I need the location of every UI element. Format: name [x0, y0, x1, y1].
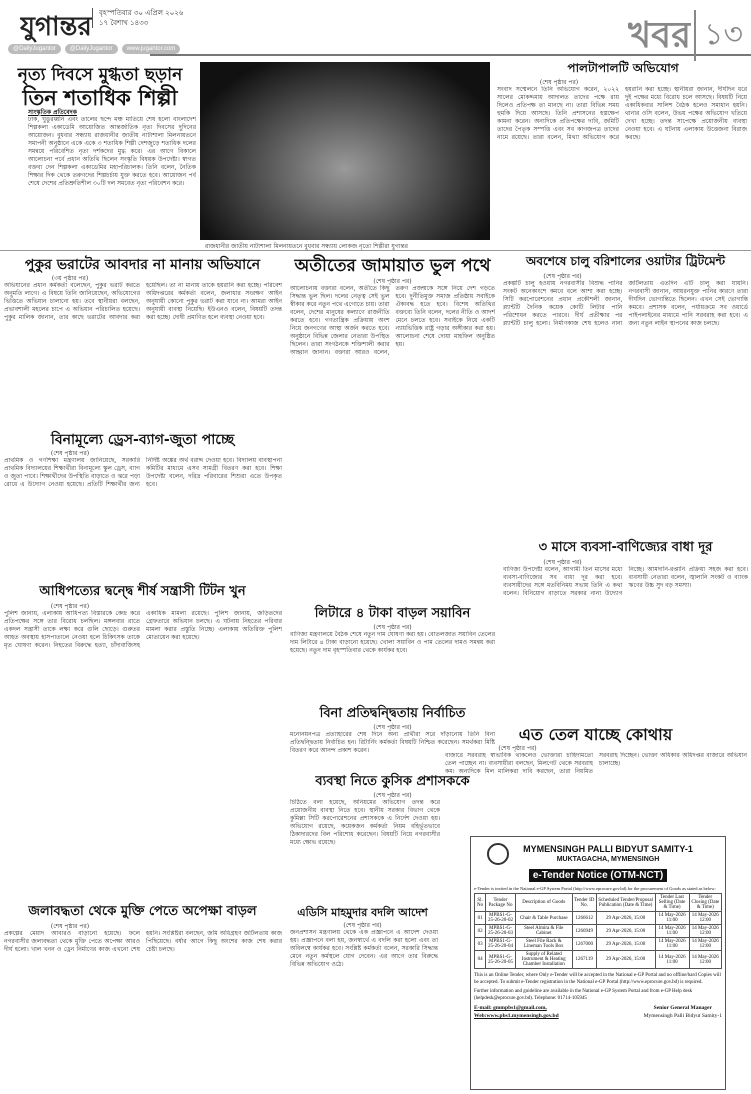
table-cell: 02: [475, 925, 486, 938]
article-body-unopposed: মনোনয়নপত্র প্রত্যাহারের শেষ দিনে অন্য প্রার্থীরা সরে দাঁড়ানোয় তিনি বিনা প্রতিদ্বন্দ্বিতায় নির্বাচিত হন। রিটার্নিং কর্মকর্তা বিষয়টি নিশ্চিত করেছেন। সমর্থকরা মিষ্টি বিতরণ করে আনন্দ প্রকাশ করেন।: [290, 731, 495, 754]
article-body-dress: প্রাথমিক ও গণশিক্ষা মন্ত্রণালয় জানিয়েছে, সরকারি প্রাথমিক বিদ্যালয়ের শিক্ষার্থীরা বিনামূল্যে স্কুল ড্রেস, ব্যাগ ও জুতা পাবে। শিক্ষার্থীদের উপস্থিতি বাড়াতে ও ঝরে পড়া রোধে এ উদ্যোগ নেওয়া হয়েছে। প্রতিটি শিক্ষার্থীর জন্য নির্দিষ্ট অঙ্কের অর্থ বরাদ্দ দেওয়া হবে। বিদ্যালয় ব্যবস্থাপনা কমিটির মাধ্যমে এসব সামগ্রী বিতরণ করা হবে। শিক্ষা উপদেষ্টা বলেন, দরিদ্র পরিবারের শিশুরা এতে উপকৃত হবে।: [4, 457, 282, 488]
headline-waterlog: জলাবদ্ধতা থেকে মুক্তি পেতে অপেক্ষা বাড়ল: [28, 904, 257, 919]
tender-notice-ad: [470, 836, 726, 1090]
table-cell: Chair & Table Purchase: [515, 912, 572, 925]
article-body-water: প্রকল্পটি চালু হওয়ায় নগরবাসীর বিশুদ্ধ পানির সংকট অনেকাংশে কমবে বলে আশা করা হচ্ছে। সিটি করপোরেশনের প্রধান প্রকৌশলী জানান, প্ল্যান্টটি দৈনিক কয়েক কোটি লিটার পানি পরিশোধন করতে পারবে। দীর্ঘ প্রতীক্ষার পর প্ল্যান্টটি চালু হলো। নির্মাণকাজ শেষ হলেও নানা জটিলতায় এতদিন এটি চালু করা যায়নি। নগরবাসী জানান, আয়রনযুক্ত পানির কারণে তারা দীর্ঘদিন ভোগান্তিতে ছিলেন। এখন সেই ভোগান্তি কমবে। প্রশাসক বলেন, পর্যায়ক্রমে সব ওয়ার্ডে পাইপলাইনের মাধ্যমে পানি সরবরাহ করা হবে। এ জন্য নতুন লাইন স্থাপনের কাজ চলছে।: [503, 280, 748, 327]
column-header: Tender Package No: [486, 894, 516, 912]
article-body-soybean: বাণিজ্য মন্ত্রণালয়ে বৈঠক শেষে নতুন দাম ঘোষণা করা হয়। বোতলজাত সয়াবিন তেলের দাম লিটারে ৪ টাকা বাড়ানো হয়েছে। খোলা সয়াবিন ও পাম তেলের দামও সমন্বয় করা হয়েছে। নতুন দাম বৃহস্পতিবার থেকে কার্যকর হবে।: [290, 631, 495, 654]
continued-label: (শেষ পৃষ্ঠার পর): [539, 79, 579, 86]
continued-label: (শেষ পৃষ্ঠার পর): [543, 559, 582, 566]
column-header: Tender Last Selling (Date & Time): [655, 894, 689, 912]
column-header: Description of Goods: [515, 894, 572, 912]
table-cell: 29 Apr-2026, 15:00: [596, 912, 655, 925]
column-header: Scheduled Tender/Proposal Publication (Date & Time): [596, 894, 655, 912]
table-cell: Steel File Rack & Lineman Tools Box: [515, 938, 572, 951]
table-cell: 1266949: [572, 925, 596, 938]
continued-label: (শেষ পৃষ্ঠার পর): [498, 745, 537, 752]
website-link[interactable]: www.jugantor.com: [122, 44, 181, 54]
table-cell: MPBS1-G-25-26-20-02: [486, 912, 516, 925]
tender-location: MUKTAGACHA, MYMENSINGH: [556, 856, 660, 863]
continued-label: (শেষ পৃষ্ঠার পর): [373, 624, 412, 631]
table-cell: 01: [475, 912, 486, 925]
page-number: ১৩: [694, 10, 743, 61]
article-body-dance: ঢাক, ঘুঙুরধ্বনি এবং তালের ছন্দে মঞ্চ মাতিয়ে শেষ হলো বাংলাদেশ শিল্পকলা একাডেমি আয়োজিত আন্তর্জাতিক নৃত্য দিবসের দুদিনের আয়োজন। বুধবার সন্ধ্যায় রাজধানীর জাতীয় নাট্যশালা মিলনায়তনে সমাপনী অনুষ্ঠানে একে একে ৩ শতাধিক শিল্পী দেশজুড়ে শতাধিক দলের সমন্বয়ে পরিবেশিত নৃত্য দর্শকদের মুগ্ধ করে। এর আগে বিকালে আলোচনা পর্বে প্রধান অতিথি ছিলেন সংস্কৃতি বিষয়ক উপদেষ্টা। স্বাগত বক্তব্য দেন শিল্পকলা একাডেমির মহাপরিচালক। তিনি বলেন, নৈতিক শিক্ষার দিক থেকে তরুণদের শিল্পচর্চায় যুক্ত করতে হবে। আয়োজন পর্ব শেষে দেশের প্রতিশ্রুতিশীল ৩০টি দল সমবেত নৃত্য পরিবেশন করে।: [28, 116, 196, 187]
headline-water: অবশেষে চালু বরিশালের ওয়াটার ট্রিটমেন্ট: [525, 254, 726, 268]
article-body-jamaat: আলোচনায় বক্তারা বলেন, অতীতে কিছু সিদ্ধান্ত ভুল ছিল। দলের নেতৃত্ব সেই ভুল স্বীকার করে নতুন পথে এগোতে চায়। তারা বলেন, দেশের মানুষের কল্যাণে রাজনীতি করতে হবে। গণতান্ত্রিক প্রক্রিয়ায় অংশ নিয়ে জনগণের আস্থা অর্জন করতে হবে। অনুষ্ঠানে বিভিন্ন জেলার নেতারা উপস্থিত ছিলেন। তারা সংগঠনকে শক্তিশালী করার আহ্বান জানান। বক্তারা আরও বলেন, তরুণ প্রজন্মকে সঙ্গে নিয়ে দেশ গড়তে হবে। দুর্নীতিমুক্ত সমাজ প্রতিষ্ঠায় সবাইকে ঐক্যবদ্ধ হতে হবে। বিশেষ অতিথির বক্তব্যে তিনি বলেন, দলের নীতি ও আদর্শ মেনে চলতে হবে। সবাইকে নিয়ে একটি ন্যায়ভিত্তিক রাষ্ট্র গড়ার অঙ্গীকার করা হয়। আলোচনা শেষে দোয়া মাহফিল অনুষ্ঠিত হয়।: [290, 285, 495, 356]
table-cell: MPBS1-G-25-26-20-04: [486, 938, 516, 951]
date-line: [92, 8, 183, 28]
dance-photo: [200, 62, 490, 240]
date-bangla: ১৭ বৈশাখ ১৪৩৩: [99, 19, 149, 27]
headline-pond: পুকুর ভরাটের আবদার না মানায় অভিযানে: [24, 257, 261, 273]
table-cell: 14 May-2026 11:00: [655, 951, 689, 969]
headline-dance-1: নৃত্য দিবসে মুগ্ধতা ছড়ান: [17, 65, 183, 85]
newspaper-logo: যুগান্তর: [20, 12, 92, 42]
table-cell: 04: [475, 951, 486, 969]
signer-org: Mymensingh Palli Bidyut Samity-1: [643, 1013, 722, 1019]
tender-note-helpdesk: Further information and guideline are available in the National e-GP System Portal and from e-GP Help desk (helpdesk@eprocure.gov.bd). Telephone: 01714-105945: [474, 989, 693, 1001]
table-cell: 1266612: [572, 912, 596, 925]
headline-dress: বিনামূল্যে ড্রেস-ব্যাগ-জুতা পাচ্ছে: [50, 432, 235, 448]
article-body-pond: অভিযানের প্রধান কর্মকর্তা বলেছেন, পুকুর ভরাট করতে অনুমতি লাগে। এ বিষয়ে তিনি জানিয়েছেন, অভিযোগের ভিত্তিতে অভিযান চালানো হয়। তবে স্থানীয়রা বলছেন, প্রভাবশালী মহলের চাপে এ অভিযান পরিচালিত হয়েছে। পুকুর মালিক জানান, তার কাছে ভরাটের আবদার করা হয়েছিল। তা না মানায় তাকে হয়রানি করা হচ্ছে। পরিবেশ অধিদপ্তরের কর্মকর্তা বলেন, জলাধার সংরক্ষণ আইন অনুযায়ী কোনো পুকুর ভরাট করা যাবে না। আমরা আইন অনুযায়ী ব্যবস্থা নিয়েছি। ইউএনও বলেন, বিষয়টি তদন্ত করা হচ্ছে। দোষী প্রমাণিত হলে ব্যবস্থা নেওয়া হবে।: [4, 282, 282, 321]
table-cell: 14 May-2026 12:00: [689, 951, 721, 969]
table-cell: Steel Almira & File Cabinet: [515, 925, 572, 938]
photo-caption: রাজধানীর জাতীয় নাট্যশালা মিলনায়তনে বুধবার সন্ধ্যায় লোকজ নৃত্যে শিল্পীরা যুগান্তর: [205, 243, 408, 250]
table-cell: 1267119: [572, 951, 596, 969]
table-row: [475, 951, 722, 969]
table-cell: 1267000: [572, 938, 596, 951]
date-english: বৃহস্পতিবার ৩০ এপ্রিল ২০২৬: [99, 9, 184, 17]
table-row: [475, 912, 722, 925]
twitter-link[interactable]: @DailyJugantor: [8, 44, 61, 54]
article-body-trade: বাণিজ্য উপদেষ্টা বলেন, আগামী তিন মাসের মধ্যে ব্যবসা-বাণিজ্যের সব বাধা দূর করা হবে। ব্যবসায়ীদের সঙ্গে মতবিনিময় সভায় তিনি এ কথা বলেন। বিনিয়োগ বাড়াতে সরকার নানা উদ্যোগ নিচ্ছে। আমদানি-রপ্তানি প্রক্রিয়া সহজ করা হবে। ব্যবসায়ী নেতারা বলেন, জ্বালানি সংকট ও ব্যাংক ঋণের উচ্চ সুদ বড় সমস্যা।: [503, 566, 748, 597]
continued-label: (শেষ পৃষ্ঠার পর): [373, 724, 412, 731]
table-cell: 29 Apr-2026, 15:00: [596, 938, 655, 951]
article-body-adc: জনপ্রশাসন মন্ত্রণালয় থেকে এক প্রজ্ঞাপনে এ আদেশ দেওয়া হয়। প্রজ্ঞাপনে বলা হয়, জনস্বার্থে এ বদলি করা হলো এবং তা অবিলম্বে কার্যকর হবে। সংশ্লিষ্ট কর্মকর্তা বলেন, সরকারি সিদ্ধান্ত মেনে নতুন কর্মস্থলে যোগ দেবেন। এর আগে তার বিরুদ্ধে বিভিন্ন অভিযোগ ওঠে।: [290, 929, 438, 968]
table-cell: 14 May-2026 12:00: [689, 938, 721, 951]
article-body-accusation: সংবাদ সম্মেলনে তিনি অভিযোগ করেন, ২০২২ সালের মোকদ্দমায় আদালত তাদের পক্ষে রায় দিলেও প্রতিপক্ষ তা মানছে না। তারা বিভিন্ন সময় হুমকি দিয়ে আসছে। তিনি প্রশাসনের হস্তক্ষেপ কামনা করেন। অন্যদিকে প্রতিপক্ষের দাবি, জমিটি তাদের পৈতৃক সম্পত্তি এবং সব কাগজপত্র তাদের নামে রয়েছে। তারা বলেন, মিথ্যা অভিযোগ করে হয়রানি করা হচ্ছে। স্থানীয়রা জানান, দীর্ঘদিন ধরে দুই পক্ষের মধ্যে বিরোধ চলে আসছে। বিষয়টি নিয়ে একাধিকবার সালিশ বৈঠক হলেও সমাধান হয়নি। থানার ওসি বলেন, উভয় পক্ষের অভিযোগ খতিয়ে দেখা হচ্ছে। তদন্ত সাপেক্ষে প্রয়োজনীয় ব্যবস্থা নেওয়া হবে। এ ঘটনায় এলাকায় উত্তেজনা বিরাজ করছে।: [497, 86, 747, 141]
table-cell: 29 Apr-2026, 15:00: [596, 951, 655, 969]
continued-label: (শেষ পৃষ্ঠার পর): [50, 923, 90, 930]
continued-label: (৩য় পৃষ্ঠার পর): [51, 275, 89, 282]
table-cell: MPBS1-G-25-26-20-03: [486, 925, 516, 938]
article-body-titon: পুলিশ জানায়, এলাকায় আধিপত্য বিস্তারকে কেন্দ্র করে প্রতিপক্ষের সঙ্গে তার বিরোধ চলছিল। মঙ্গলবার রাতে একদল সন্ত্রাসী তাকে লক্ষ্য করে গুলি ছোড়ে। গুরুতর আহত অবস্থায় হাসপাতালে নেওয়া হলে চিকিৎসক তাকে মৃত ঘোষণা করেন। নিহতের বিরুদ্ধে হত্যা, চাঁদাবাজিসহ একাধিক মামলা রয়েছে। পুলিশ জানায়, জড়িতদের গ্রেফতারে অভিযান চলছে। এ ঘটনায় নিহতের পরিবার মামলা করার প্রস্তুতি নিচ্ছে। এলাকায় অতিরিক্ত পুলিশ মোতায়েন করা হয়েছে।: [4, 610, 282, 649]
headline-oil: এত তেল যাচ্ছে কোথায়: [518, 725, 673, 744]
table-cell: 14 May-2026 11:00: [655, 912, 689, 925]
pbs-emblem-icon: [487, 843, 509, 865]
headline-soybean: লিটারে ৪ টাকা বাড়ল সয়াবিন: [314, 606, 471, 621]
continued-label: (শেষ পৃষ্ঠার পর): [343, 922, 382, 929]
tender-website[interactable]: Web:www.pbs1.mymensingh.gov.bd: [474, 1013, 559, 1019]
social-links: [8, 44, 180, 54]
table-row: [475, 938, 722, 951]
tender-org: MYMENSINGH PALLI BIDYUT SAMITY-1: [523, 844, 693, 854]
tender-table: [474, 893, 722, 969]
headline-adc: এডিসি মাহমুদার বদলি আদেশ: [297, 906, 428, 919]
signer-title: Senior General Manager: [653, 1005, 712, 1011]
column-header: Sl. No: [475, 894, 486, 912]
continued-label: (শেষ পৃষ্ঠার পর): [543, 273, 582, 280]
column-header: Tender Closing (Date & Time): [689, 894, 721, 912]
tender-email[interactable]: E-mail: gmmpbs1@gmail.com,: [474, 1005, 547, 1011]
table-cell: 14 May-2026 11:00: [655, 925, 689, 938]
section-title: খবর: [627, 15, 691, 56]
table-cell: 14 May-2026 12:00: [689, 925, 721, 938]
headline-trade: ৩ মাসে ব্যবসা-বাণিজ্যের বাধা দূর: [538, 540, 713, 555]
continued-label: (শেষ পৃষ্ঠার পর): [373, 792, 412, 799]
headline-kusik: ব্যবস্থা নিতে কুসিক প্রশাসককে: [315, 774, 470, 789]
headline-jamaat: অতীতের জামায়াত ভুল পথে: [294, 256, 491, 276]
article-body-waterlog: প্রকল্পের মেয়াদ আবারও বাড়ানো হয়েছে। ফলে নগরবাসীর জলাবদ্ধতা থেকে মুক্তি পেতে অপেক্ষা আরও দীর্ঘ হলো। খাল খনন ও ড্রেন নির্মাণের কাজ এখনো শেষ হয়নি। সংশ্লিষ্টরা বলছেন, জমি অধিগ্রহণ জটিলতায় কাজ পিছিয়েছে। বর্ষার আগে কিছু অংশের কাজ শেষ করার চেষ্টা চলছে।: [4, 930, 282, 953]
facebook-link[interactable]: @DailyJugantor: [65, 44, 118, 54]
table-cell: MPBS1-G-25-26-20-05: [486, 951, 516, 969]
tender-note-online: This is an Online Tender, where Only e-Tender will be accepted in the National e-GP Portal and no offline/hard Copies will be accepted. To submit e-Tender registration in the National e-GP Portal (http://www.eprocure.gov.bd) is required.: [474, 973, 721, 985]
headline-titon: আধিপত্যের দ্বন্দ্বে শীর্ষ সন্ত্রাসী টিটন খুন: [39, 584, 246, 599]
column-header: Tender ID No.: [572, 894, 596, 912]
headline-unopposed: বিনা প্রতিদ্বন্দ্বিতায় নির্বাচিত: [319, 706, 466, 721]
table-row: [475, 925, 722, 938]
table-cell: 14 May-2026 12:00: [689, 912, 721, 925]
table-cell: 14 May-2026 11:00: [655, 938, 689, 951]
continued-label: (শেষ পৃষ্ঠার পর): [373, 278, 412, 285]
article-body-kusik: চিঠিতে বলা হয়েছে, অনিয়মের অভিযোগ তদন্ত করে প্রয়োজনীয় ব্যবস্থা নিতে হবে। স্থানীয় সরকার বিভাগ থেকে কুমিল্লা সিটি করপোরেশনের প্রশাসককে এ নির্দেশ দেওয়া হয়। অভিযোগ রয়েছে, কয়েকজন কর্মকর্তা নিয়ম বহির্ভূতভাবে ঠিকাদারদের বিল পরিশোধ করেছেন। বিষয়টি নিয়ে নগরবাসীর মধ্যে ক্ষোভ রয়েছে।: [290, 799, 440, 846]
table-cell: Supply of Related Instrument & Heating Chamber Installation: [515, 951, 572, 969]
table-cell: 29 Apr-2026, 15:00: [596, 925, 655, 938]
byline: সাংস্কৃতিক প্রতিবেদক: [28, 109, 77, 116]
tender-intro: e-Tender is invited in the National e-GP System Portal (http://www.eprocure.gov.bd) for the procurement of Goods as stated as below:: [474, 886, 716, 891]
headline-dance-2: তিন শতাধিক শিল্পী: [22, 86, 178, 110]
headline-accusation: পালটাপালটি অভিযোগ: [567, 61, 679, 75]
table-header-row: [475, 894, 722, 912]
article-body-oil: বাজারে সরবরাহ স্বাভাবিক থাকলেও ভোক্তারা চাহিদামতো তেল পাচ্ছেন না। ব্যবসায়ীরা বলছেন, মিলগেট থেকে সরবরাহ কম। অন্যদিকে মিল মালিকরা দাবি করছেন, তারা নিয়মিত সরবরাহ দিচ্ছেন। ভোক্তা অধিকার অধিদপ্তর বাজারে অভিযান চালাচ্ছে।: [445, 752, 747, 775]
continued-label: (শেষ পৃষ্ঠার পর): [50, 603, 90, 610]
divider: [0, 250, 751, 251]
continued-label: (শেষ পৃষ্ঠার পর): [50, 450, 90, 457]
table-cell: 03: [475, 938, 486, 951]
tender-title: e-Tender Notice (OTM-NCT): [529, 869, 667, 882]
